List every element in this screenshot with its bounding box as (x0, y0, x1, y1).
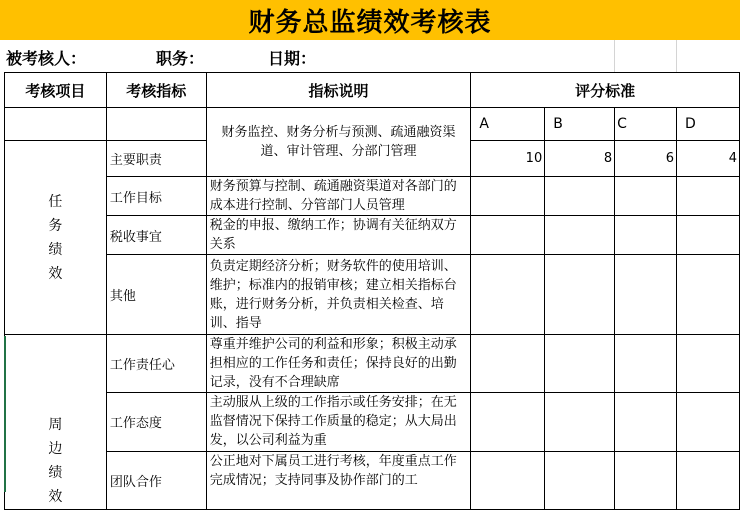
cell[interactable] (545, 451, 615, 509)
gridline (676, 40, 677, 72)
table-row (5, 393, 740, 451)
cell[interactable] (615, 255, 677, 335)
cell[interactable] (471, 451, 545, 509)
indicator-cell[interactable]: 工作责任心 (106, 335, 206, 393)
cell[interactable] (615, 451, 677, 509)
description-cell[interactable]: 主动服从上级的工作指示或任务安排；在无监督情况下保持工作质量的稳定；从大局出发，以公司利益为重 (206, 393, 471, 451)
assessee-label: 被考核人： (6, 49, 87, 68)
description-cell[interactable]: 公正地对下属员工进行考核，年度重点工作完成情况；支持同事及协作部门的工 (206, 451, 471, 509)
description-cell[interactable]: 财务预算与控制、疏通融资渠道对各部门的成本进行控制、分管部门人员管理 (206, 177, 471, 216)
table-row (5, 255, 740, 335)
cell[interactable] (545, 216, 615, 255)
cell[interactable] (471, 216, 545, 255)
group-task-performance[interactable] (5, 141, 107, 335)
cell[interactable] (615, 216, 677, 255)
cell[interactable] (471, 335, 545, 393)
header-standard: 评分标准 (471, 73, 740, 108)
group-label: 周 边 绩 效 (48, 417, 63, 505)
cell[interactable] (677, 335, 740, 393)
meta-row (0, 40, 740, 72)
description-cell[interactable]: 尊重并维护公司的利益和形象；积极主动承担相应的工作任务和责任；保持良好的出勤记录，没有不合理缺席 (206, 335, 471, 393)
indicator-cell[interactable]: 团队合作 (106, 451, 206, 509)
cell[interactable] (615, 335, 677, 393)
cell[interactable] (677, 216, 740, 255)
cell[interactable] (106, 108, 206, 141)
grade-c-label[interactable]: C (615, 108, 677, 141)
grade-label-row (5, 108, 740, 141)
cell[interactable] (545, 335, 615, 393)
indicator-cell[interactable]: 其他 (106, 255, 206, 335)
table-row (5, 177, 740, 216)
cell[interactable] (471, 177, 545, 216)
gridline (614, 40, 615, 72)
group-label: 任 务 绩 效 (48, 193, 63, 282)
indicator-cell[interactable]: 工作目标 (106, 177, 206, 216)
indicator-cell[interactable]: 税收事宜 (106, 216, 206, 255)
table-row (5, 216, 740, 255)
table-row (5, 451, 740, 509)
description-cell[interactable]: 财务监控、财务分析与预测、疏通融资渠道、审计管理、分部门管理 (206, 108, 471, 177)
score-a[interactable]: 10 (471, 141, 545, 177)
score-b[interactable]: 8 (545, 141, 615, 177)
cell[interactable] (471, 393, 545, 451)
cell[interactable] (677, 393, 740, 451)
cell[interactable] (677, 255, 740, 335)
indicator-cell[interactable]: 主要职责 (106, 141, 206, 177)
cell[interactable] (545, 255, 615, 335)
cell[interactable] (677, 177, 740, 216)
header-item: 考核项目 (5, 73, 107, 108)
assessment-table (4, 72, 740, 510)
date-label: 日期： (268, 49, 317, 68)
group-peripheral-performance[interactable] (5, 335, 107, 510)
header-description: 指标说明 (206, 73, 471, 108)
selection-indicator (4, 336, 6, 492)
score-c[interactable]: 6 (615, 141, 677, 177)
position-label: 职务： (156, 49, 205, 68)
score-d[interactable]: 4 (677, 141, 740, 177)
header-indicator: 考核指标 (106, 73, 206, 108)
cell[interactable] (545, 177, 615, 216)
sheet-title: 财务总监绩效考核表 (0, 0, 740, 40)
cell[interactable] (615, 177, 677, 216)
description-cell[interactable]: 负责定期经济分析；财务软件的使用培训、维护；标准内的报销审核；建立相关指标台账，进行财务分析，并负责相关检查、培训、指导 (206, 255, 471, 335)
cell[interactable] (5, 108, 107, 141)
cell[interactable] (677, 451, 740, 509)
header-row (5, 73, 740, 108)
description-cell[interactable]: 税金的申报、缴纳工作；协调有关征纳双方关系 (206, 216, 471, 255)
table-row (5, 335, 740, 393)
cell[interactable] (545, 393, 615, 451)
grade-d-label[interactable]: D (677, 108, 740, 141)
grade-a-label[interactable]: A (471, 108, 545, 141)
cell[interactable] (471, 255, 545, 335)
indicator-cell[interactable]: 工作态度 (106, 393, 206, 451)
cell[interactable] (615, 393, 677, 451)
grade-b-label[interactable]: B (545, 108, 615, 141)
